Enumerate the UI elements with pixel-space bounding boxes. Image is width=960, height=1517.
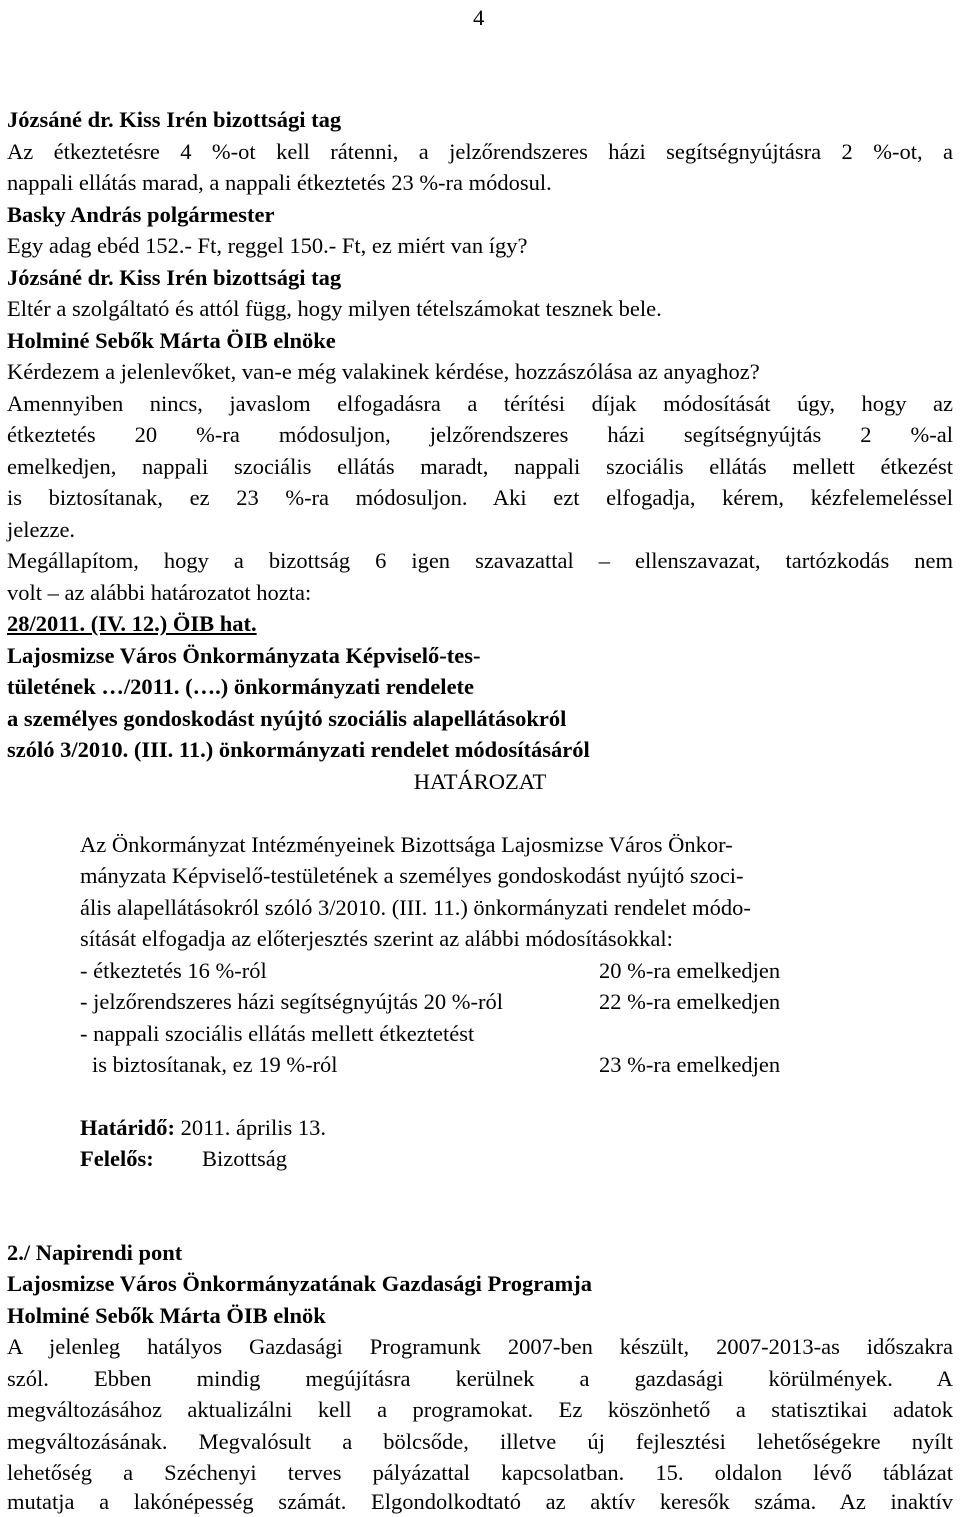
body-line: A jelenleg hatályos Gazdasági Programunk 2007-ben készült, 2007-2013-as időszakra	[7, 1334, 953, 1359]
responsible	[80, 1143, 287, 1174]
change-item	[80, 1018, 474, 1049]
regulation-title-line: a személyes gondoskodást nyújtó szociális alapellátásokról	[7, 706, 567, 731]
agenda-heading: 2./ Napirendi pont	[7, 1240, 183, 1265]
change-from: - étkeztetés 16 %-ról	[80, 958, 267, 983]
body-line: Egy adag ebéd 152.- Ft, reggel 150.- Ft, ez miért van így?	[7, 233, 528, 258]
change-from: is biztosítanak, ez 19 %-ról	[92, 1052, 338, 1077]
change-from: - nappali szociális ellátás mellett étkeztetést	[80, 1021, 475, 1046]
speaker-name: Józsáné dr. Kiss Irén bizottsági tag	[7, 107, 342, 132]
body-line: mutatja a lakónépesség számát. Elgondolkodtató az aktív keresők száma. Az inaktív	[7, 1489, 953, 1514]
agenda-title: Lajosmizse Város Önkormányzatának Gazdasági Programja	[7, 1271, 592, 1296]
change-to: 23 %-ra emelkedjen	[599, 1052, 781, 1077]
change-item	[92, 1049, 338, 1080]
regulation-title-line: tületének …/2011. (….) önkormányzati rendelete	[7, 674, 475, 699]
speaker-name: Holminé Sebők Márta ÖIB elnöke	[7, 328, 336, 353]
body-line: Kérdezem a jelenlevőket, van-e még valakinek kérdése, hozzászólása az anyaghoz?	[7, 359, 760, 384]
body-line: Amennyiben nincs, javaslom elfogadásra a térítési díjak módosítását úgy, hogy az	[7, 391, 953, 416]
body-line: Eltér a szolgáltató és attól függ, hogy milyen tételszámokat tesznek bele.	[7, 296, 662, 321]
regulation-title-line: Lajosmizse Város Önkormányzata Képviselő-tes-	[7, 643, 481, 668]
page-number: 4	[473, 5, 485, 30]
resolution-line: ális alapellátásokról szóló 3/2010. (III. 11.) önkormányzati rendelet módo-	[80, 895, 751, 920]
body-line: étkeztetés 20 %-ra módosuljon, jelzőrendszeres házi segítségnyújtás 2 %-al	[7, 422, 953, 447]
body-line: emelkedjen, nappali szociális ellátás maradt, nappali szociális ellátás mellett étkezést	[7, 454, 953, 479]
resolution-line: sítását elfogadja az előterjesztés szerint az alábbi módosításokkal:	[80, 926, 673, 951]
body-line: jelezze.	[7, 517, 76, 542]
body-line: Az étkeztetésre 4 %-ot kell rátenni, a jelzőrendszeres házi segítségnyújtásra 2 %-ot, a	[7, 139, 953, 164]
regulation-title-line: szóló 3/2010. (III. 11.) önkormányzati rendelet módosításáról	[7, 737, 590, 762]
speaker-name: Józsáné dr. Kiss Irén bizottsági tag	[7, 265, 342, 290]
body-line: megváltozásának. Megvalósult a bölcsőde, illetve új fejlesztési lehetőségekre nyílt	[7, 1429, 953, 1454]
resolution-heading: HATÁROZAT	[413, 769, 547, 794]
body-line: lehetőség a Széchenyi terves pályázattal kapcsolatban. 15. oldalon lévő táblázat	[7, 1460, 953, 1485]
change-to: 22 %-ra emelkedjen	[599, 989, 781, 1014]
deadline-value: 2011. április 13.	[175, 1115, 327, 1140]
responsible-label: Felelős:	[80, 1146, 154, 1171]
deadline-label: Határidő:	[80, 1115, 175, 1140]
body-line: Megállapítom, hogy a bizottság 6 igen szavazattal – ellenszavazat, tartózkodás nem	[7, 548, 953, 573]
resolution-line: Az Önkormányzat Intézményeinek Bizottsága Lajosmizse Város Önkor-	[80, 832, 733, 857]
body-line: is biztosítanak, ez 23 %-ra módosuljon. Aki ezt elfogadja, kérem, kézfelemeléssel	[7, 485, 953, 510]
change-from: - jelzőrendszeres házi segítségnyújtás 20 %-ról	[80, 989, 503, 1014]
speaker-name: Basky András polgármester	[7, 202, 275, 227]
resolution-number: 28/2011. (IV. 12.) ÖIB hat.	[7, 611, 257, 636]
deadline	[80, 1112, 326, 1143]
change-item	[80, 955, 267, 986]
speaker-name: Holminé Sebők Márta ÖIB elnök	[7, 1303, 326, 1328]
body-line: nappali ellátás marad, a nappali étkeztetés 23 %-ra módosul.	[7, 170, 552, 195]
responsible-value: Bizottság	[202, 1146, 287, 1171]
change-item	[80, 986, 503, 1017]
resolution-line: mányzata Képviselő-testületének a személyes gondoskodást nyújtó szoci-	[80, 863, 744, 888]
body-line: szól. Ebben mindig megújításra kerülnek a gazdasági körülmények. A	[7, 1366, 953, 1391]
body-line: volt – az alábbi határozatot hozta:	[7, 580, 312, 605]
body-line: megváltozásához aktualizálni kell a programokat. Ez köszönhető a statisztikai adatok	[7, 1397, 953, 1422]
change-to: 20 %-ra emelkedjen	[599, 958, 781, 983]
